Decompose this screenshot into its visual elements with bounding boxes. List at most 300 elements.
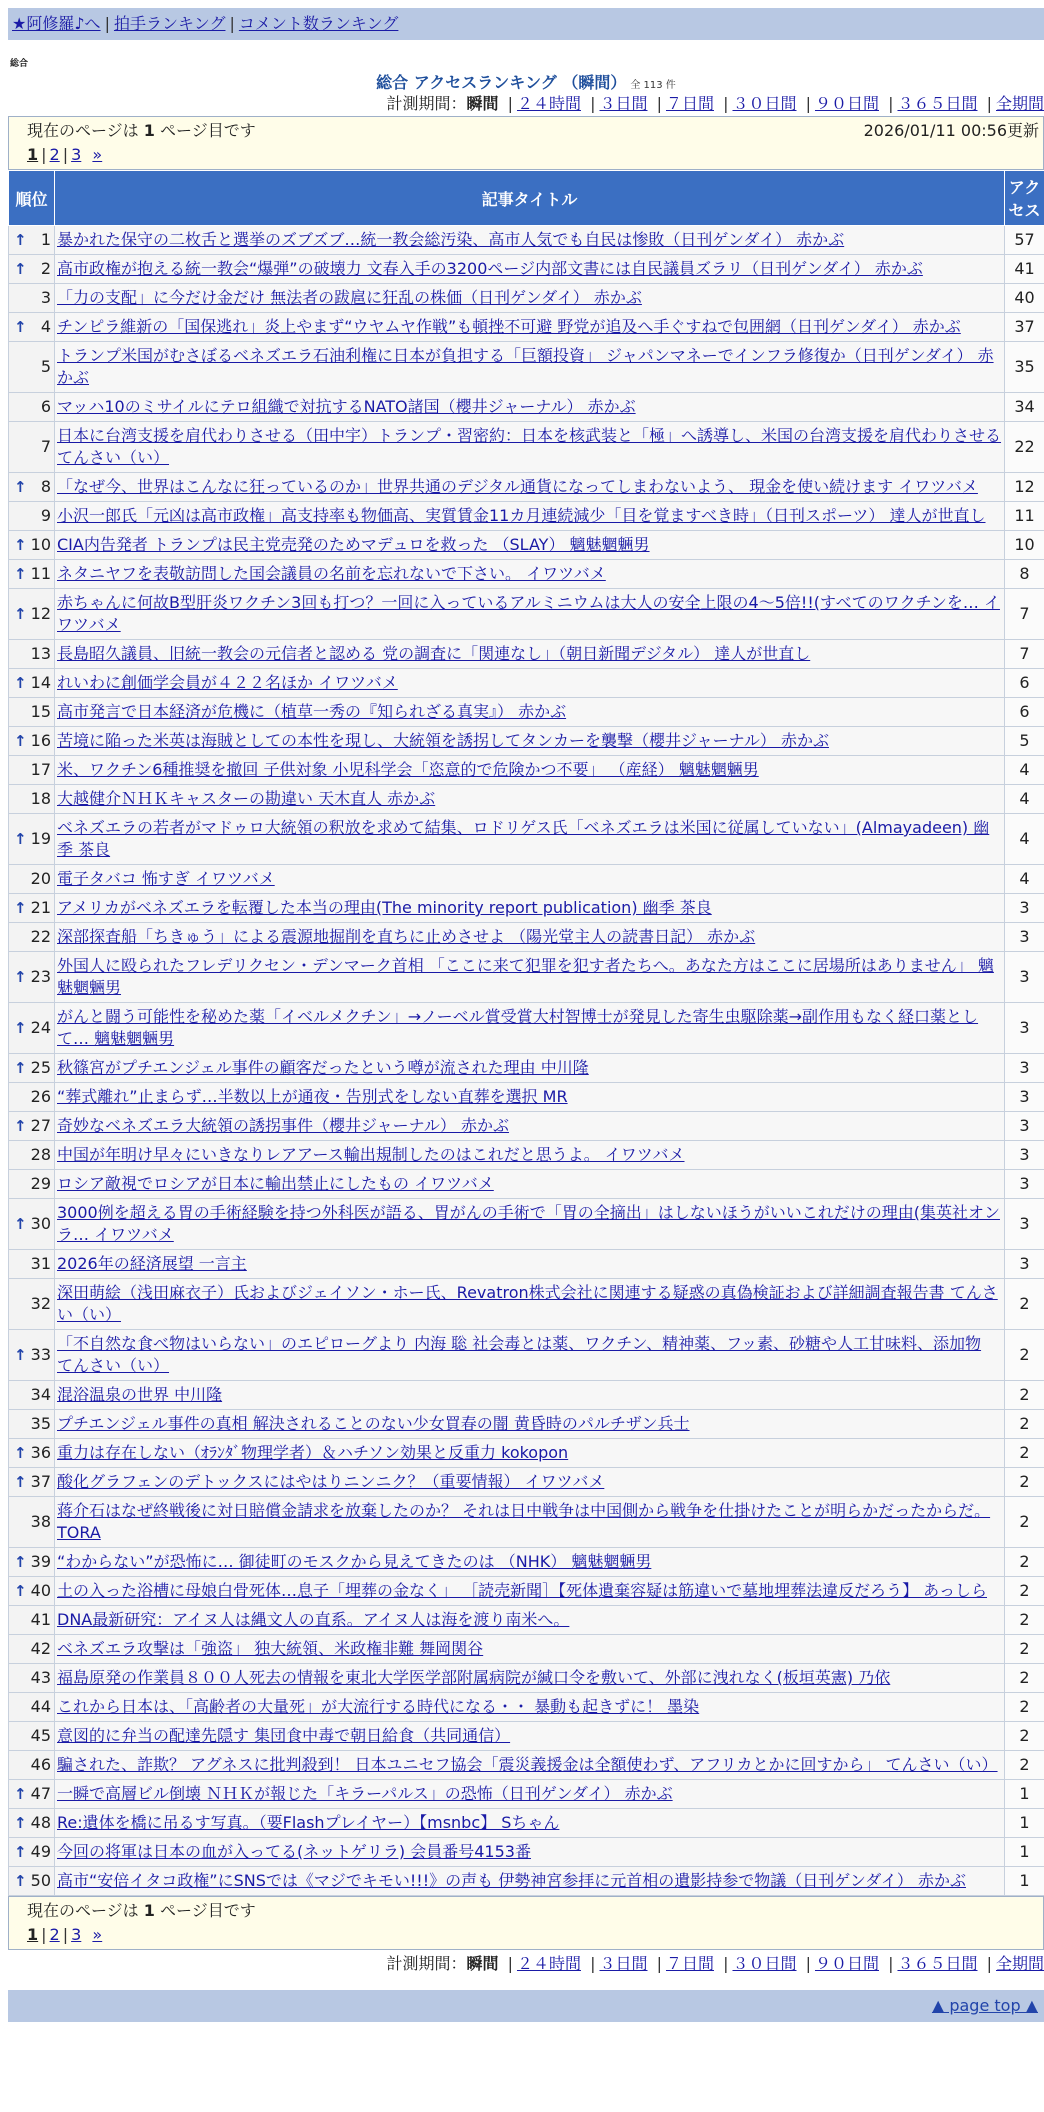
rank-up-arrow-icon: ↑ [11,563,27,585]
title-cell [55,1548,1005,1577]
article-link[interactable]: ベネズエラの若者がマドゥロ大統領の釈放を求めて結集、ロドリゲス氏「ベネズエラは米国に従属していない」(Almayadeen) 幽季 茶良 [57,818,989,859]
access-count: 57 [1005,226,1044,255]
article-link[interactable]: 暴かれた保守の二枚舌と選挙のズブズブ…統一教会総汚染、高市人気でも自民は惨敗（日刊ゲンダイ） 赤かぶ [57,230,844,249]
table-row [9,814,1044,865]
article-link[interactable]: 長島昭久議員、旧統一教会の元信者と認める 党の調査に「関連なし」（朝日新聞デジタル） 達人が世直し [57,644,810,663]
article-link[interactable]: Re:遺体を橋に吊るす写真。（要Flashプレイヤー）【msnbc】 Sちゃん [57,1813,559,1832]
access-count: 6 [1005,669,1044,698]
rank-cell [9,1838,55,1867]
rank-up-arrow-icon: ↑ [11,603,27,625]
rank-cell [9,1468,55,1497]
rank-cell [9,393,55,422]
rank-number: 27 [31,1116,51,1135]
rank-up-arrow-icon: ↑ [11,1841,27,1863]
rank-up-arrow-icon: ↑ [11,229,27,251]
next-page-link[interactable]: » [92,145,102,164]
title-cell [55,255,1005,284]
article-link[interactable]: 小沢一郎氏「元凶は高市政権」高支持率も物価高、実質賃金11カ月連続減少「目を覚ますべき時」（日刊スポーツ） 達人が世直し [57,506,986,525]
access-count: 4 [1005,785,1044,814]
title-cell [55,560,1005,589]
access-count: 11 [1005,502,1044,531]
page-top-link[interactable]: ▲ page top ▲ [932,1996,1038,2015]
rank-number: 15 [31,702,51,721]
period-365d-bottom[interactable]: ３６５日間 [897,1954,977,1973]
article-link[interactable]: 一瞬で高層ビル倒壊 ＮＨＫが報じた「キラーパルス」の恐怖（日刊ゲンダイ） 赤かぶ [57,1784,673,1803]
rank-up-arrow-icon: ↑ [11,1580,27,1602]
access-count: 4 [1005,865,1044,894]
rank-cell [9,785,55,814]
article-link[interactable]: 混浴温泉の世界 中川隆 [57,1385,222,1404]
title-cell [55,1199,1005,1250]
article-link[interactable]: 秋篠宮がプチエンジェル事件の顧客だったという噂が流された理由 中川隆 [57,1058,589,1077]
article-link[interactable]: 3000例を超える胃の手術経験を持つ外科医が語る、胃がんの手術で「胃の全摘出」はしないほうがいいこれだけの理由(集英社オンラ… イワツバメ [57,1203,1000,1244]
period-24h-bottom[interactable]: ２４時間 [517,1954,581,1973]
title-cell [55,473,1005,502]
rank-up-arrow-icon: ↑ [11,1551,27,1573]
rank-cell [9,313,55,342]
access-count: 3 [1005,1003,1044,1054]
page-1-current-bottom: 1 [27,1925,38,1944]
rank-up-arrow-icon: ↑ [11,672,27,694]
title-cell [55,1809,1005,1838]
article-link[interactable]: CIA内告発者 トランプは民主党売発のためマデュロを救った （SLAY） 魑魅魍魎男 [57,535,650,554]
table-row [9,1548,1044,1577]
access-count: 2 [1005,1751,1044,1780]
pager-bottom: 現在のページは 1 ページ目です 1 | 2 | 3 » [8,1896,1044,1950]
article-link[interactable]: 今回の将軍は日本の血が入ってる(ネットゲリラ) 会員番号4153番 [57,1842,531,1861]
table-row [9,1635,1044,1664]
rank-up-arrow-icon: ↑ [11,966,27,988]
title-cell [55,785,1005,814]
access-count: 2 [1005,1635,1044,1664]
rank-number: 21 [31,898,51,917]
table-row [9,313,1044,342]
table-row [9,1838,1044,1867]
clap-ranking-link[interactable]: 拍手ランキング [114,14,226,33]
rank-cell [9,422,55,473]
rank-number: 11 [31,564,51,583]
article-link[interactable]: ネタニヤフを表敬訪問した国会議員の名前を忘れないで下さい。 イワツバメ [57,564,606,583]
page-2-link-bottom[interactable]: 2 [50,1925,60,1944]
access-count: 40 [1005,284,1044,313]
access-header: アクセス [1005,171,1044,226]
page-status-pre: 現在のページは [27,121,139,140]
article-link[interactable]: 高市政権が抱える統一教会“爆弾”の破壊力 文春入手の3200ページ内部文書には自民議員ズラリ（日刊ゲンダイ） 赤かぶ [57,259,923,278]
rank-number: 13 [31,644,51,663]
title-cell [55,1083,1005,1112]
rank-up-arrow-icon: ↑ [11,1812,27,1834]
period-30d[interactable]: ３０日間 [732,94,796,113]
table-row [9,1083,1044,1112]
rank-up-arrow-icon: ↑ [11,1442,27,1464]
table-row [9,727,1044,756]
access-count: 3 [1005,1112,1044,1141]
rank-cell [9,640,55,669]
article-link[interactable]: トランプ米国がむさぼるベネズエラ石油利権に日本が負担する「巨額投資」 ジャパンマネーでインフラ修復か（日刊ゲンダイ） 赤かぶ [57,346,994,387]
title-cell [55,589,1005,640]
article-link[interactable]: 蒋介石はなぜ終戦後に対日賠償金請求を放棄したのか？ それは日中戦争は中国側から戦争を仕掛けたことが明らかだったからだ。 TORA [57,1501,990,1542]
access-count: 3 [1005,1054,1044,1083]
table-row [9,894,1044,923]
article-link[interactable]: 高市発言で日本経済が危機に（植草一秀の『知られざる真実』） 赤かぶ [57,702,566,721]
title-cell [55,313,1005,342]
page-3-link[interactable]: 3 [71,145,81,164]
title-cell [55,640,1005,669]
table-row [9,785,1044,814]
rank-number: 22 [31,927,51,946]
table-row [9,342,1044,393]
access-count: 2 [1005,1722,1044,1751]
period-365d[interactable]: ３６５日間 [897,94,977,113]
table-row [9,1003,1044,1054]
page-2-link[interactable]: 2 [50,145,60,164]
rank-number: 1 [41,230,51,249]
rank-cell [9,1635,55,1664]
table-row [9,756,1044,785]
rank-number: 34 [31,1385,51,1404]
rank-number: 29 [31,1174,51,1193]
title-cell [55,1664,1005,1693]
article-link[interactable]: ベネズエラ攻撃は「強盗」 独大統領、米政権非難 舞岡関谷 [57,1639,483,1658]
rank-cell [9,1867,55,1896]
comment-ranking-link[interactable]: コメント数ランキング [239,14,399,33]
table-row [9,284,1044,313]
rank-number: 41 [31,1610,51,1629]
period-90d[interactable]: ９０日間 [815,94,879,113]
rank-number: 16 [31,731,51,750]
title-cell [55,284,1005,313]
title-cell [55,1577,1005,1606]
next-page-link-bottom[interactable]: » [92,1925,102,1944]
access-count: 10 [1005,531,1044,560]
title-cell [55,1410,1005,1439]
rank-number: 33 [31,1345,51,1364]
access-count: 1 [1005,1809,1044,1838]
table-row [9,865,1044,894]
article-link[interactable]: プチエンジェル事件の真相 解決されることのない少女買春の闇 黄昏時のパルチザン兵士 [57,1414,690,1433]
title-cell [55,727,1005,756]
title-header: 記事タイトル [55,171,1005,226]
table-row [9,1693,1044,1722]
rank-cell [9,1751,55,1780]
rank-cell [9,1693,55,1722]
table-row [9,422,1044,473]
table-row [9,1141,1044,1170]
article-link[interactable]: 重力は存在しない（ｵﾗﾝﾀﾞ物理学者）＆ハチソン効果と反重力 kokopon [57,1443,568,1462]
rank-up-arrow-icon: ↑ [11,476,27,498]
table-row [9,1054,1044,1083]
title-cell [55,894,1005,923]
page-status-current-bottom: 1 [144,1901,155,1920]
article-link[interactable]: 「不自然な食べ物はいらない」のエピローグより 内海 聡 社会毒とは薬、ワクチン、精神薬、フッ素、砂糖や人工甘味料、添加物 てんさい（い） [57,1334,981,1375]
title-cell [55,1867,1005,1896]
rank-number: 38 [31,1512,51,1531]
table-row [9,640,1044,669]
rank-number: 18 [31,789,51,808]
table-row [9,1112,1044,1141]
rank-number: 46 [31,1755,51,1774]
article-link[interactable]: チンピラ維新の「国保逃れ」炎上やまず“ウヤムヤ作戦”も頓挫不可避 野党が追及へ手ぐすねで包囲網（日刊ゲンダイ） 赤かぶ [57,317,961,336]
rank-cell [9,1279,55,1330]
table-row [9,226,1044,255]
rank-number: 48 [31,1813,51,1832]
title-cell [55,531,1005,560]
period-current-bottom: 瞬間 [466,1954,498,1973]
table-row [9,1722,1044,1751]
rank-number: 6 [41,397,51,416]
article-link[interactable]: 電子タバコ 怖すぎ イワツバメ [57,869,275,888]
rank-up-arrow-icon: ↑ [11,1057,27,1079]
rank-cell [9,1003,55,1054]
page-status-post: ページ目です [160,121,256,140]
home-link[interactable]: ★阿修羅♪へ [12,14,101,33]
access-count: 2 [1005,1381,1044,1410]
rank-cell [9,560,55,589]
rank-up-arrow-icon: ↑ [11,1471,27,1493]
rank-cell [9,894,55,923]
table-row [9,1606,1044,1635]
rank-number: 25 [31,1058,51,1077]
table-row [9,1664,1044,1693]
access-count: 3 [1005,1250,1044,1279]
rank-cell [9,1780,55,1809]
rank-number: 30 [31,1214,51,1233]
page-status-pre-bottom: 現在のページは [27,1901,139,1920]
rank-cell [9,727,55,756]
table-row [9,1439,1044,1468]
rank-number: 42 [31,1639,51,1658]
article-link[interactable]: “わからない”が恐怖に… 御徒町のモスクから見えてきたのは （NHK） 魑魅魍魎男 [57,1552,651,1571]
rank-number: 32 [31,1294,51,1313]
access-count: 2 [1005,1439,1044,1468]
access-count: 2 [1005,1330,1044,1381]
table-row [9,1577,1044,1606]
period-7d-bottom[interactable]: ７日間 [666,1954,714,1973]
title-cell [55,1838,1005,1867]
title-cell [55,1003,1005,1054]
rank-cell [9,1577,55,1606]
rank-cell [9,1170,55,1199]
period-selector-bottom: 計測期間：瞬間 | ２４時間 | ３日間 | ７日間 | ３０日間 | ９０日間 | ３６５日間 | 全期間 [8,1952,1044,1976]
title-cell [55,1330,1005,1381]
rank-number: 14 [31,673,51,692]
page-status-current: 1 [144,121,155,140]
rank-cell [9,923,55,952]
period-24h[interactable]: ２４時間 [517,94,581,113]
page-3-link-bottom[interactable]: 3 [71,1925,81,1944]
article-link[interactable]: 高市“安倍イタコ政権”にSNSでは《マジでキモい!!!》の声も 伊勢神宮参拝に元首相の遺影持参で物議（日刊ゲンダイ） 赤かぶ [57,1871,966,1890]
article-link[interactable]: 騙された、詐欺？ アグネスに批判殺到！ 日本ユニセフ協会「震災義援金は全額使わず、アフリカとかに回すから」 てんさい（い） [57,1755,998,1774]
rank-up-arrow-icon: ↑ [11,1213,27,1235]
title-cell [55,1606,1005,1635]
title-cell [55,698,1005,727]
access-count: 6 [1005,698,1044,727]
rank-cell [9,1809,55,1838]
title-cell [55,422,1005,473]
title-cell [55,1468,1005,1497]
table-row [9,1751,1044,1780]
title-cell [55,1780,1005,1809]
access-count: 3 [1005,1141,1044,1170]
access-count: 41 [1005,255,1044,284]
rank-cell [9,226,55,255]
table-row [9,1468,1044,1497]
rank-cell [9,865,55,894]
table-row [9,393,1044,422]
title-cell [55,1250,1005,1279]
article-link[interactable]: 2026年の経済展望 一言主 [57,1254,247,1273]
period-3d[interactable]: ３日間 [599,94,647,113]
article-link[interactable]: “葬式離れ”止まらず…半数以上が通夜・告別式をしない直葬を選択 MR [57,1087,568,1106]
rank-number: 3 [41,288,51,307]
title-cell [55,1279,1005,1330]
access-count: 2 [1005,1606,1044,1635]
rank-cell [9,1083,55,1112]
access-count: 3 [1005,1083,1044,1112]
rank-number: 12 [31,604,51,623]
article-link[interactable]: 米、ワクチン6種推奨を撤回 子供対象 小児科学会「恣意的で危険かつ不要」 （産経） 魑魅魍魎男 [57,760,759,779]
access-count: 7 [1005,640,1044,669]
rank-number: 45 [31,1726,51,1745]
rank-number: 49 [31,1842,51,1861]
rank-cell [9,1250,55,1279]
table-row [9,255,1044,284]
title-cell [55,1054,1005,1083]
table-row [9,1410,1044,1439]
title-cell [55,393,1005,422]
rank-up-arrow-icon: ↑ [11,316,27,338]
period-30d-bottom[interactable]: ３０日間 [732,1954,796,1973]
article-link[interactable]: アメリカがベネズエラを転覆した本当の理由(The minority report publication) 幽季 茶良 [57,898,712,917]
period-7d[interactable]: ７日間 [666,94,714,113]
article-link[interactable]: 意図的に弁当の配達先隠す 集団食中毒で朝日給食（共同通信） [57,1726,510,1745]
ranking-rows [9,226,1044,1896]
rank-number: 31 [31,1254,51,1273]
rank-up-arrow-icon: ↑ [11,258,27,280]
rank-up-arrow-icon: ↑ [11,1344,27,1366]
table-row [9,1170,1044,1199]
article-link[interactable]: 土の入った浴槽に母娘白骨死体…息子「埋葬の金なく」 ［読売新聞］【死体遺棄容疑は筋違いで墓地埋葬法違反だろう】 あっしら [57,1581,987,1600]
rank-up-arrow-icon: ↑ [11,828,27,850]
rank-number: 20 [31,869,51,888]
title-cell [55,226,1005,255]
page-status-post-bottom: ページ目です [160,1901,256,1920]
access-count: 35 [1005,342,1044,393]
period-all-bottom[interactable]: 全期間 [996,1954,1044,1973]
access-count: 37 [1005,313,1044,342]
title-cell [55,669,1005,698]
rank-number: 47 [31,1784,51,1803]
rank-number: 19 [31,829,51,848]
access-count: 3 [1005,1170,1044,1199]
rank-number: 8 [41,477,51,496]
access-count: 4 [1005,756,1044,785]
access-count: 3 [1005,1199,1044,1250]
access-count: 5 [1005,727,1044,756]
article-link[interactable]: DNA最新研究：アイヌ人は縄文人の直系。アイヌ人は海を渡り南米へ。 [57,1610,569,1629]
access-count: 3 [1005,952,1044,1003]
article-link[interactable]: 酸化グラフェンのデトックスにはやはりニンニク？（重要情報） イワツバメ [57,1472,604,1491]
rank-cell [9,698,55,727]
period-3d-bottom[interactable]: ３日間 [599,1954,647,1973]
pager-top: 現在のページは 1 ページ目です 2026/01/11 00:56更新 1 | 2 | 3 » [8,116,1044,170]
rank-number: 23 [31,967,51,986]
article-link[interactable]: 「力の支配」に今だけ金だけ 無法者の跋扈に狂乱の株価（日刊ゲンダイ） 赤かぶ [57,288,642,307]
rank-number: 17 [31,760,51,779]
table-row [9,473,1044,502]
period-label-bottom: 計測期間： [386,1954,466,1973]
title-cell [55,1170,1005,1199]
article-link[interactable]: 苦境に陥った米英は海賊としての本性を現し、大統領を誘拐してタンカーを襲撃（櫻井ジャーナル） 赤かぶ [57,731,829,750]
rank-cell [9,669,55,698]
rank-cell [9,1054,55,1083]
article-link[interactable]: これから日本は、「高齢者の大量死」が大流行する時代になる・・ 暴動も起きずに！ 墨染 [57,1697,699,1716]
article-link[interactable]: れいわに創価学会員が４２２名ほか イワツバメ [57,673,398,692]
article-link[interactable]: 「なぜ今、世界はこんなに狂っているのか」世界共通のデジタル通貨になってしまわないよう、 現金を使い続けます イワツバメ [57,477,978,496]
rank-number: 4 [41,317,51,336]
title-cell [55,1722,1005,1751]
rank-up-arrow-icon: ↑ [11,1115,27,1137]
article-link[interactable]: マッハ10のミサイルにテロ組織で対抗するNATO諸国（櫻井ジャーナル） 赤かぶ [57,397,636,416]
article-link[interactable]: 福島原発の作業員８００人死去の情報を東北大学医学部附属病院が緘口令を敷いて、外部に洩れなく(板垣英憲) 乃依 [57,1668,890,1687]
title-cell [55,865,1005,894]
title-cell [55,1439,1005,1468]
title-cell [55,1693,1005,1722]
period-label: 計測期間： [386,94,466,113]
page-title [8,70,1044,92]
table-row [9,1199,1044,1250]
article-link[interactable]: がんと闘う可能性を秘めた薬「イベルメクチン」→ノーベル賞受賞大村智博士が発見した寄生虫駆除薬→副作用もなく経口薬として… 魑魅魍魎男 [57,1007,978,1048]
rank-cell [9,1497,55,1548]
access-count: 1 [1005,1780,1044,1809]
title-cell [55,1635,1005,1664]
access-count: 2 [1005,1664,1044,1693]
page-1-current: 1 [27,145,38,164]
rank-number: 7 [41,437,51,456]
title-cell [55,952,1005,1003]
access-count: 2 [1005,1468,1044,1497]
rank-number: 50 [31,1871,51,1890]
rank-cell [9,473,55,502]
article-link[interactable]: 深部探査船「ちきゅう」による震源地掘削を直ちに止めさせよ （陽光堂主人の読書日記） 赤かぶ [57,927,755,946]
period-90d-bottom[interactable]: ９０日間 [815,1954,879,1973]
access-count: 2 [1005,1577,1044,1606]
article-link[interactable]: 外国人に殴られたフレデリクセン・デンマーク首相 「ここに来て犯罪を犯す者たちへ。あなた方はここに居場所はありません」 魑魅魍魎男 [57,956,994,997]
article-link[interactable]: 日本に台湾支援を肩代わりさせる（田中宇）トランプ・習密約：日本を核武装と「極」へ誘導し、米国の台湾支援を肩代わりさせる てんさい（い） [57,426,1001,467]
footer-bar [8,1990,1044,2022]
title-cell [55,342,1005,393]
period-all[interactable]: 全期間 [996,94,1044,113]
article-link[interactable]: 奇妙なベネズエラ大統領の誘拐事件（櫻井ジャーナル） 赤かぶ [57,1116,509,1135]
rank-cell [9,1664,55,1693]
rank-number: 35 [31,1414,51,1433]
article-link[interactable]: 大越健介ＮＨＫキャスターの勘違い 天木直人 赤かぶ [57,789,435,808]
article-link[interactable]: 赤ちゃんに何故B型肝炎ワクチン3回も打つ？一回に入っているアルミニウムは大人の安全上限の4～5倍!!(すべてのワクチンを… イワツバメ [57,593,1000,634]
article-link[interactable]: 深田萌絵（浅田麻衣子）氏およびジェイソン・ホー氏、Revatron株式会社に関連する疑惑の真偽検証および詳細調査報告書 てんさい（い） [57,1283,998,1324]
article-link[interactable]: ロシア敵視でロシアが日本に輸出禁止にしたもの イワツバメ [57,1174,494,1193]
rank-number: 26 [31,1087,51,1106]
table-row [9,1330,1044,1381]
rank-cell [9,1548,55,1577]
rank-up-arrow-icon: ↑ [11,1017,27,1039]
article-link[interactable]: 中国が年明け早々にいきなりレアアース輸出規制したのはこれだと思うよ。 イワツバメ [57,1145,685,1164]
rank-cell [9,1606,55,1635]
access-count: 2 [1005,1548,1044,1577]
access-count: 2 [1005,1410,1044,1439]
ranking-table [8,170,1044,1896]
table-row [9,560,1044,589]
title-cell [55,502,1005,531]
